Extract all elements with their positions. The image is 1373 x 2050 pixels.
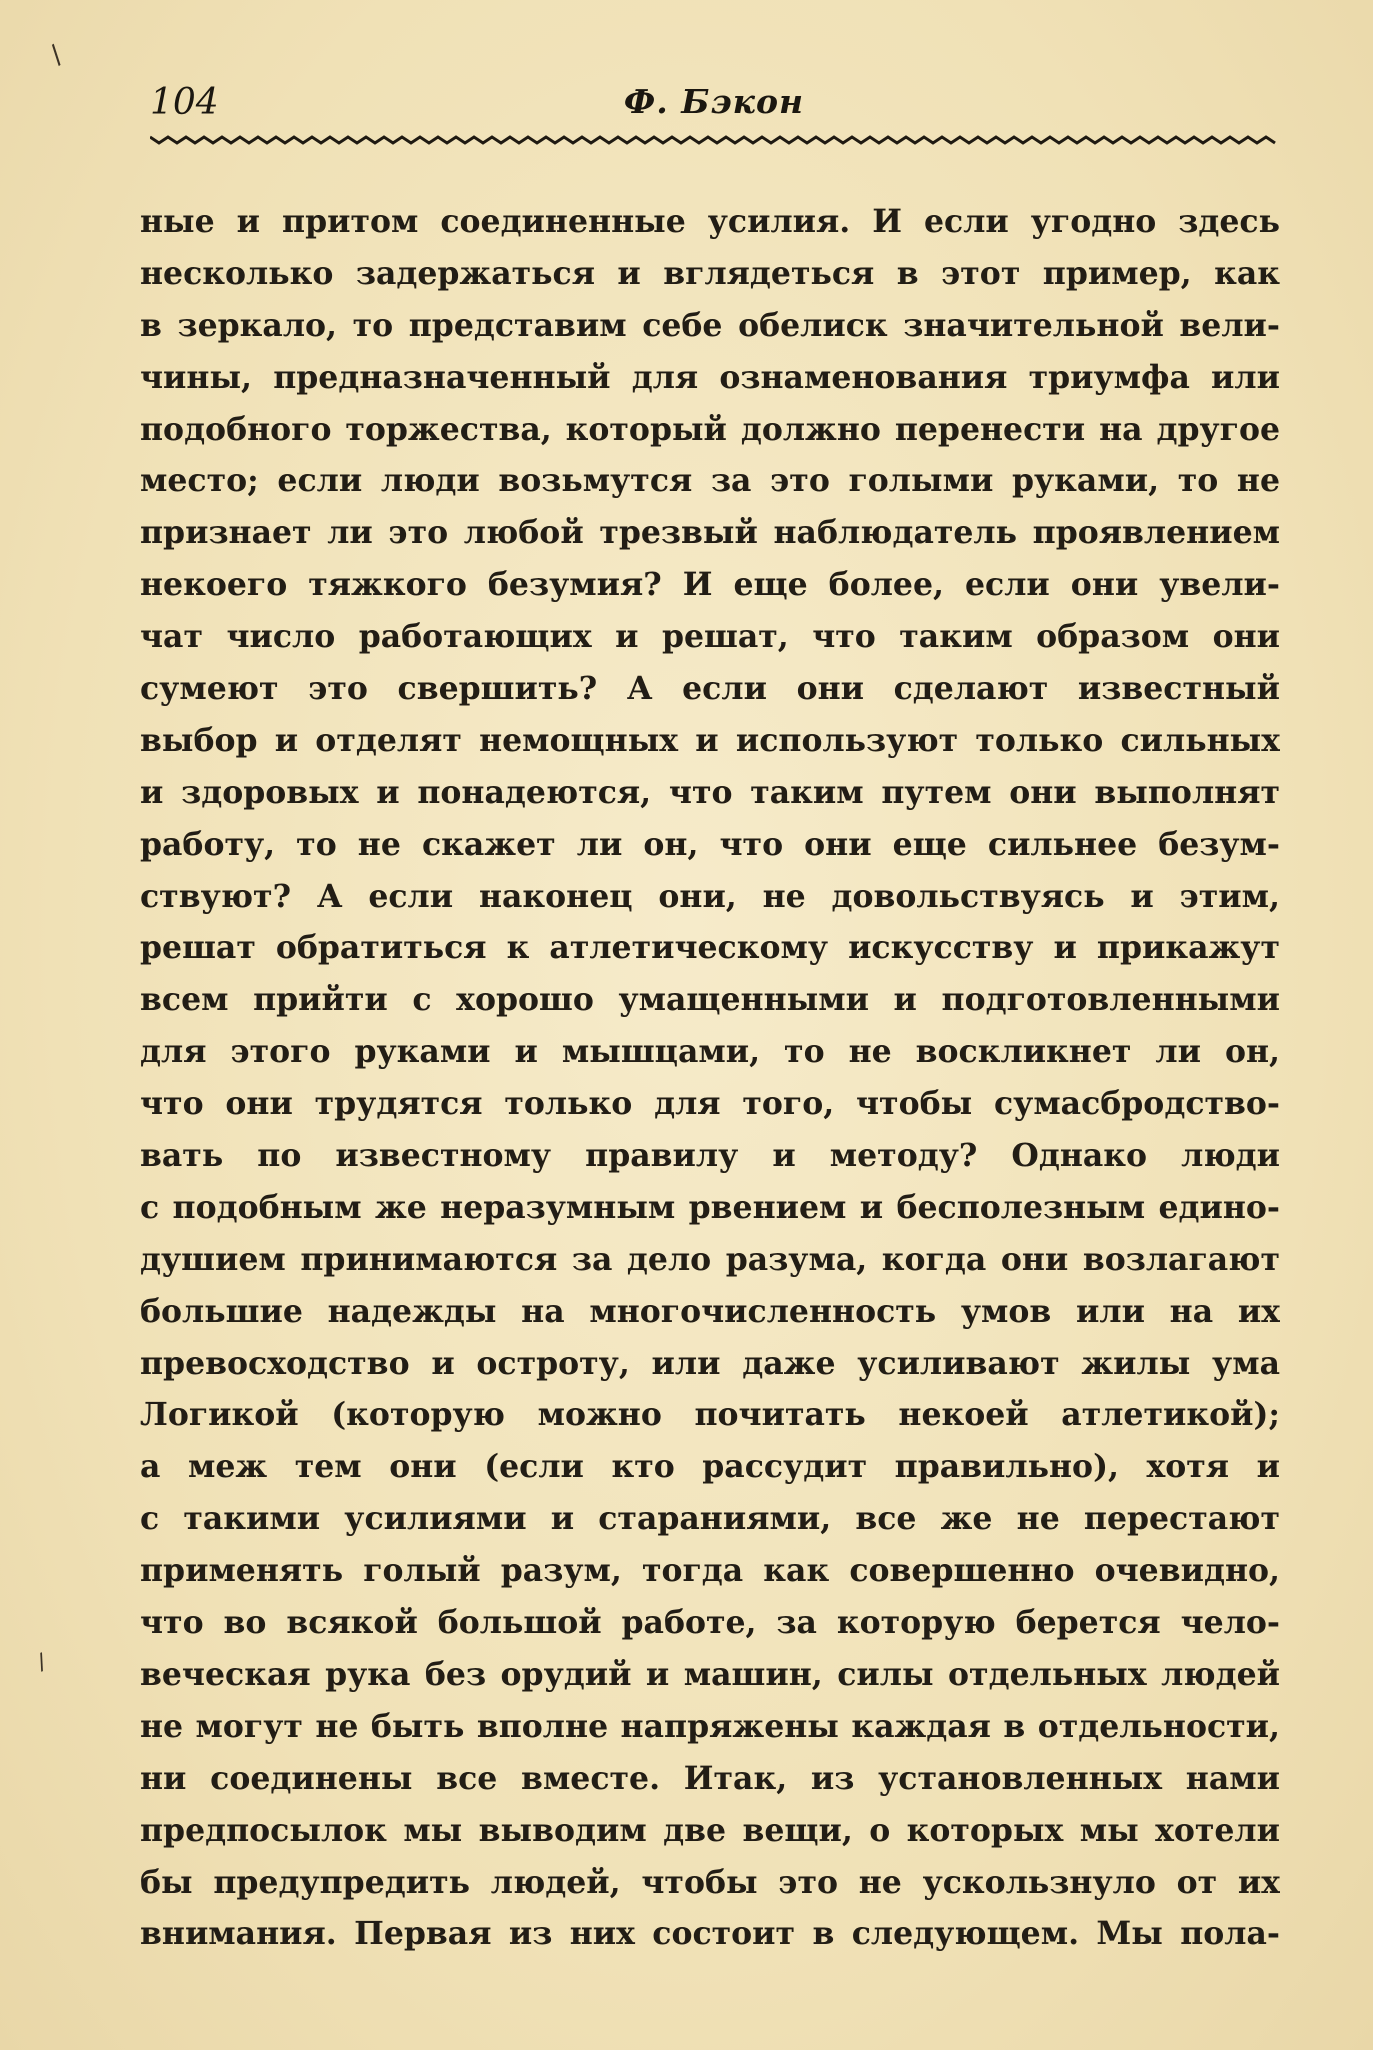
text-line: несколько задержаться и вглядеться в этот пример, как (140, 254, 1280, 292)
text-line: чины, предназначенный для ознаменования триумфа или (140, 358, 1280, 396)
text-line: ствуют? А если наконец они, не довольствуясь и этим, (140, 877, 1280, 915)
text-line: выбор и отделят немощных и используют только сильных (140, 721, 1280, 759)
text-line: бы предупредить людей, чтобы это не ускользнуло от их (140, 1863, 1280, 1901)
text-line: признает ли это любой трезвый наблюдатель проявлением (140, 514, 1280, 552)
page-header (146, 82, 1282, 132)
text-line: большие надежды на многочисленность умов или на их (140, 1292, 1280, 1330)
text-line: чат число работающих и решат, что таким образом они (140, 618, 1280, 656)
text-line: внимания. Первая из них состоит в следующем. Мы пола- (140, 1915, 1280, 1953)
text-line: и здоровых и понадеются, что таким путем они выполнят (140, 773, 1280, 811)
ornamental-divider (150, 135, 1280, 145)
text-line: ни соединены все вместе. Итак, из установленных нами (140, 1759, 1280, 1797)
text-line: работу, то не скажет ли он, что они еще сильнее безум- (140, 825, 1280, 863)
text-line: решат обратиться к атлетическому искусству и прикажут (140, 929, 1280, 967)
text-line: душием принимаются за дело разума, когда они возлагают (140, 1240, 1280, 1278)
text-line: Логикой (которую можно почитать некоей атлетикой); (140, 1396, 1280, 1434)
text-line: превосходство и остроту, или даже усиливают жилы ума (140, 1344, 1280, 1382)
text-line: для этого руками и мышцами, то не воскликнет ли он, (140, 1033, 1280, 1071)
pencil-mark: / (44, 40, 69, 70)
text-line: подобного торжества, который должно перенести на другое (140, 410, 1280, 448)
text-line: в зеркало, то представим себе обелиск значительной вели- (140, 306, 1280, 344)
text-line: некоего тяжкого безумия? И еще более, если они увели- (140, 566, 1280, 604)
text-line: с такими усилиями и стараниями, все же не перестают (140, 1500, 1280, 1538)
text-line: предпосылок мы выводим две вещи, о которых мы хотели (140, 1811, 1280, 1849)
text-line: с подобным же неразумным рвением и бесполезным едино- (140, 1188, 1280, 1226)
pencil-mark: / (33, 1649, 50, 1676)
text-line: применять голый разум, тогда как совершенно очевидно, (140, 1552, 1280, 1590)
text-line: не могут не быть вполне напряжены каждая в отдельности, (140, 1707, 1280, 1745)
text-line: что во всякой большой работе, за которую берется чело- (140, 1604, 1280, 1642)
body-text (140, 196, 1280, 1960)
text-line: вать по известному правилу и методу? Однако люди (140, 1137, 1280, 1175)
text-line: веческая рука без орудий и машин, силы отдельных людей (140, 1655, 1280, 1693)
text-line: место; если люди возьмутся за это голыми руками, то не (140, 462, 1280, 500)
text-line: что они трудятся только для того, чтобы сумасбродство- (140, 1085, 1280, 1123)
text-line: а меж тем они (если кто рассудит правильно), хотя и (140, 1448, 1280, 1486)
text-line: ные и притом соединенные усилия. И если угодно здесь (140, 203, 1280, 240)
text-line: всем прийти с хорошо умащенными и подготовленными (140, 981, 1280, 1019)
text-line: сумеют это свершить? А если они сделают известный (140, 670, 1280, 708)
page-number: 104 (150, 82, 219, 123)
running-head: Ф. Бэкон (623, 82, 805, 121)
